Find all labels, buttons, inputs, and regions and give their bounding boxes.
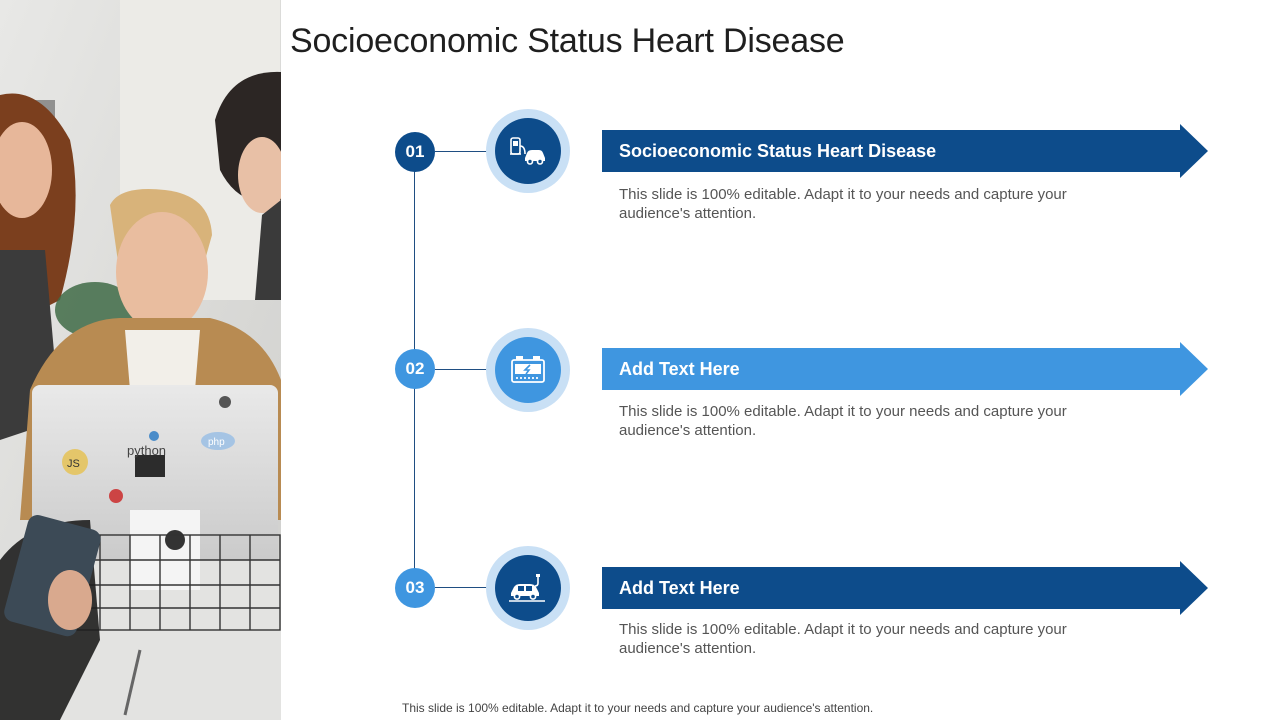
step-icon-halo <box>486 546 570 630</box>
ev-charger-car-icon <box>495 118 561 184</box>
step-description: This slide is 100% editable. Adapt it to your needs and capture your audience's attention. <box>619 403 1067 439</box>
step-description: This slide is 100% editable. Adapt it to your needs and capture your audience's attention. <box>619 186 1067 222</box>
step-heading: Add Text Here <box>619 359 740 379</box>
step-heading: Socioeconomic Status Heart Disease <box>619 141 937 161</box>
timeline-step-1 <box>0 102 1280 222</box>
step-arrow-banner <box>602 342 1208 396</box>
step-heading: Add Text Here <box>619 578 740 598</box>
step-number-badge: 02 <box>395 349 435 389</box>
js-sticker: JS <box>67 458 80 470</box>
python-sticker: python <box>127 443 167 458</box>
timeline-step-2 <box>0 320 1280 439</box>
step-number-badge: 03 <box>395 568 435 608</box>
step-connector <box>435 151 487 152</box>
step-icon-halo <box>486 109 570 193</box>
electric-car-plug-icon <box>495 555 561 621</box>
timeline-step-3 <box>0 538 1280 657</box>
footer-note: This slide is 100% editable. Adapt it to your needs and capture your audience's attention. <box>402 701 874 715</box>
step-arrow-banner <box>602 561 1208 615</box>
step-connector <box>435 369 487 370</box>
step-description: This slide is 100% editable. Adapt it to your needs and capture your audience's attention. <box>619 621 1067 657</box>
car-battery-icon <box>495 337 561 403</box>
php-sticker: php <box>208 437 225 448</box>
page-title: Socioeconomic Status Heart Disease <box>290 22 845 60</box>
step-connector <box>435 587 487 588</box>
step-number-badge: 01 <box>395 132 435 172</box>
step-arrow-banner <box>602 124 1208 178</box>
step-icon-halo <box>486 328 570 412</box>
